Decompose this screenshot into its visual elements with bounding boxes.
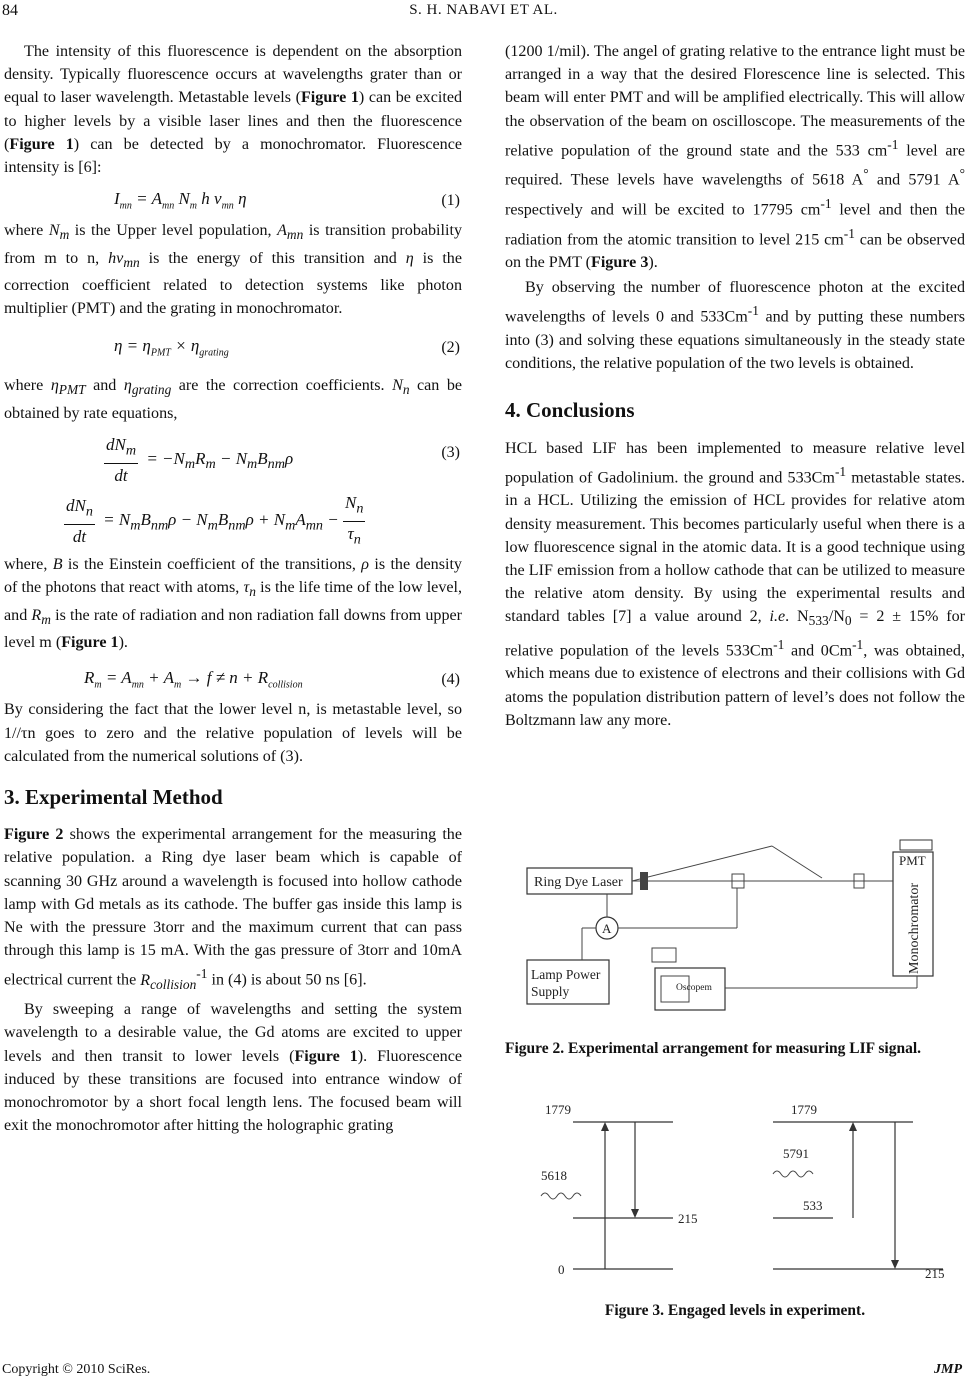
page-header xyxy=(0,0,967,26)
copyright: Copyright © 2010 SciRes. xyxy=(2,1362,151,1377)
level-label: 533 xyxy=(803,1198,823,1213)
running-title: S. H. NABAVI ET AL. xyxy=(409,2,558,18)
equation-2: $\eta = \eta_{PMT} \times \eta_{grating}$ (2) xyxy=(114,336,460,359)
equation-4: $R_m = A_{mn} + A_m \to f \ne n + R_{collision}$ (4) xyxy=(84,668,460,691)
level-label: 215 xyxy=(925,1266,945,1281)
paragraph: By sweeping a range of wavelengths and setting the system wavelength to a desirable value, the Gd atoms are excited to upper levels and then transit to lower levels (Figure 1). Fluorescence induced by these transitions are focused into entrance window of monochromotor by a short focal length lens. The focused beam will exit the monochromotor after hitting the holographic grating xyxy=(4,1001,462,1135)
ammeter-label: A xyxy=(602,921,612,936)
paragraph: Figure 2 shows the experimental arrangement for the measuring the relative population. a Ring dye laser beam which is capable of scanning 30 GHz around a wavelength is focused into hollow cathode lamp with Gd metals as its cathode. The buffer gas inside this lamp is Ne with the pressure 3torr and the maximum current that can pass through this lamp is 15 mA. With the gas pressure of 3torr and 10mA electrical current the $R_{collision}^{-1}$ in (4) is about 50 ns [6]. xyxy=(4,826,462,992)
power-label: Supply xyxy=(531,984,570,999)
section-heading: 4. Conclusions xyxy=(505,398,635,423)
arrowhead xyxy=(601,1122,609,1131)
paragraph: where $\eta_{PMT}$ and $\eta_{grating}$ are the correction coefficients. $N_n$ can be obtained by rate equations, xyxy=(4,377,463,422)
paragraph: where $N_m$ is the Upper level population, $A_{mn}$ is transition probability from m to n, $h\nu_{mn}$ is the energy of this transition and η is the correction coefficient related to detection systems like photon multiplier (PMT) and the grating in monochromator. xyxy=(4,222,462,318)
figure-2-caption: Figure 2. Experimental arrangement for measuring LIF signal. xyxy=(505,1040,922,1057)
paragraph: The intensity of this fluorescence is dependent on the absorption density. Typically fluorescence occurs at wavelengths grater than or equal to laser wavelength. Metastable levels (Figure 1) can be excited to higher levels by a visible laser lines and then the fluorescence (Figure 1) can be detected by a monochromator. Fluorescence intensity is [6]: xyxy=(4,43,463,177)
journal-name: JMP xyxy=(934,1362,962,1377)
equation-number: (2) xyxy=(441,339,460,357)
paragraph: where, B is the Einstein coefficient of the transitions, ρ is the density of the photons that react with atoms, $\tau_n$ is the life time of the low level, and $R_m$ is the rate of radiation and non radiation fall downs from upper level m (Figure 1). xyxy=(4,556,463,652)
figure-2-diagram xyxy=(522,838,964,1018)
right-column xyxy=(505,40,965,734)
figure-3-caption: Figure 3. Engaged levels in experiment. xyxy=(604,1302,866,1319)
paragraph: HCL based LIF has been implemented to measure relative level population of Gadolinium. the ground and $533Cm^{-1}$ metastable states. in a HCL. Utilizing the emission of HCL provides for relative atom density measurement. This becomes particularly useful when there is a low fluorescence signal in the atomic data. It is a good technique using the LIF emission from a hollow cathode that can be utilized to measure the relative atom density. By using the experimental results and standard tables [7] a value around 2, i.e. $N_{533}/N_0 = 2 \pm 15\%$ for relative population of the levels $533Cm^{-1}$ and $0Cm^{-1}$, was obtained, which means due to existence of electrons and their collisions with Gd atoms the population distribution pattern of level’s does not follow the Boltzmann law any more. xyxy=(505,439,965,729)
lens xyxy=(640,872,648,890)
page-footer xyxy=(2,1362,964,1378)
equation-1: $I_{mn} = A_{mn}$ $N_m$ h $\nu_{mn}$ η (1) xyxy=(114,189,460,212)
arrowhead xyxy=(891,1260,899,1269)
level-label: 1779 xyxy=(545,1102,571,1117)
arrowhead xyxy=(631,1209,639,1218)
level-label: 1779 xyxy=(791,1102,817,1117)
power-label: Lamp Power xyxy=(531,967,601,982)
oscilloscope-label: Oscopem xyxy=(676,983,712,993)
wavelength-label: 5618 xyxy=(541,1168,567,1183)
connector xyxy=(652,948,676,962)
wavelength-label: 5791 xyxy=(783,1146,809,1161)
level-label: 215 xyxy=(678,1211,698,1226)
paragraph: By considering the fact that the lower level n, is metastable level, so 1//τn goes to zero and the relative population of levels will be calculated from the numerical solutions of (3). xyxy=(4,701,462,765)
paragraph: By observing the number of fluorescence photon at the excited wavelengths of levels 0 and $533Cm^{-1}$ and by putting these numbers into (3) and solving these equations simultaneously in the steady state conditions, the relative population of the two levels is obtained. xyxy=(505,279,965,373)
monochromator-label: Monochromator xyxy=(907,883,922,974)
equation-number: (4) xyxy=(441,671,460,689)
page-number: 84 xyxy=(2,2,18,19)
photon-wave-icon xyxy=(773,1171,813,1177)
figure-3-diagram xyxy=(533,1098,953,1288)
pmt-box xyxy=(900,840,932,850)
equation-3: $\frac{dN_m}{dt}$ = $-N_mR_m - N_mB_{nm}\rho$ $\frac{dN_n}{dt}$ = $N_mB_{nm}\rho - N_mB_{nm}\rho + N_mA_{mn}$ − $\frac{N_n}{\tau_n}$ (3) xyxy=(66,435,460,548)
photon-wave-icon xyxy=(541,1193,581,1199)
equation-number: (3) xyxy=(441,444,460,462)
level-label: 0 xyxy=(558,1262,565,1277)
equation-number: (1) xyxy=(441,192,460,210)
left-column xyxy=(4,40,462,1139)
arrowhead xyxy=(849,1122,857,1131)
paragraph: (1200 1/mil). The angel of grating relative to the entrance light must be arranged in a way that the desired Florescence line is selected. This beam will enter PMT and will be amplified electrically. This will allow the observation of the beam on oscilloscope. The measurements of the relative population of the ground state and the 533 $cm^{-1}$ level are required. These levels have wavelengths of 5618 A° and 5791 A° respectively and will be excited to 17795 $cm^{-1}$ level and then the radiation from the atomic transition to level 215 $cm^{-1}$ can be observed on the PMT (Figure 3). xyxy=(505,43,966,272)
pmt-label: PMT xyxy=(899,853,926,868)
laser-label: Ring Dye Laser xyxy=(534,875,623,890)
section-heading: 3. Experimental Method xyxy=(4,784,223,809)
